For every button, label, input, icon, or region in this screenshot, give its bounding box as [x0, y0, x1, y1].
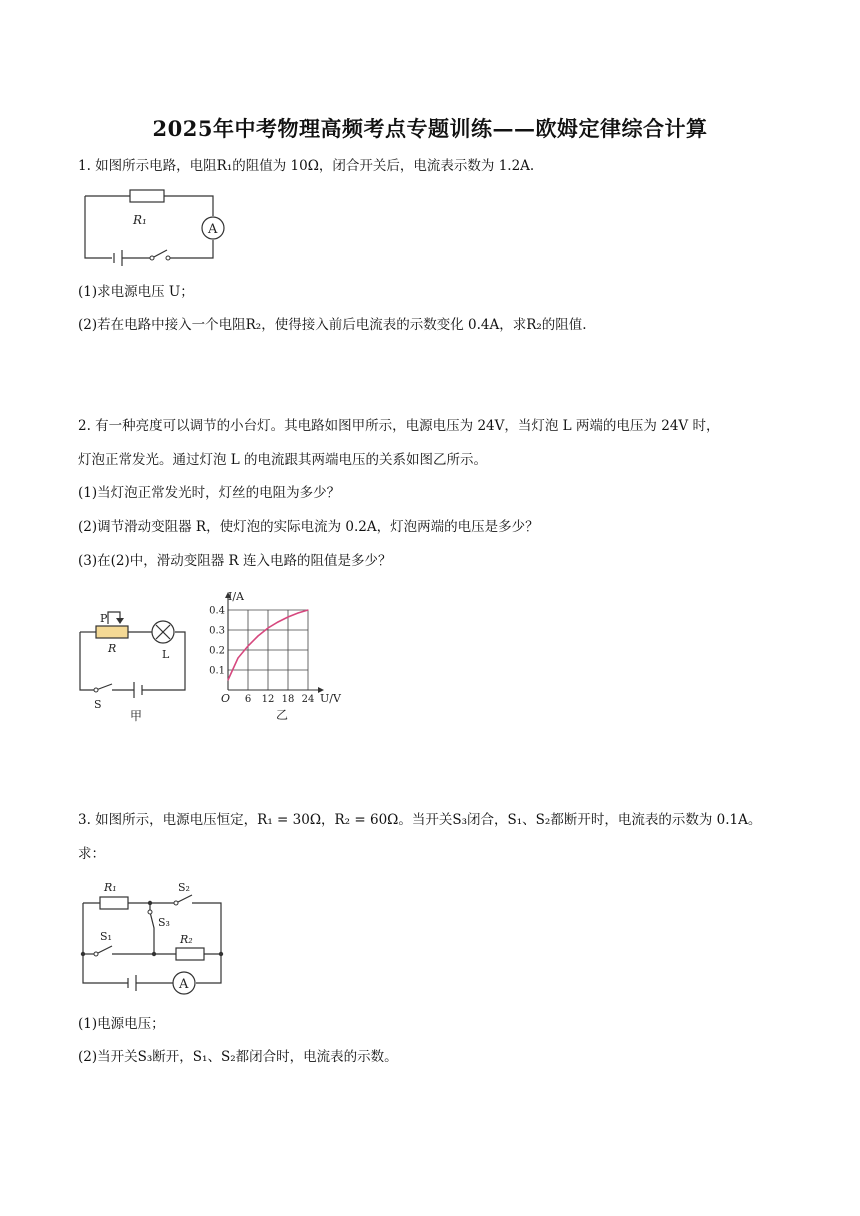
x-tick-label-1: 12 [261, 694, 275, 705]
q3-sub2: (2)当开关S₃断开，S₁、S₂都闭合时，电流表的示数。 [78, 1049, 398, 1065]
iu-curve-point-7 [297, 612, 298, 613]
x-tick-label-2: 18 [281, 694, 295, 705]
q2-switch-label: S [94, 698, 102, 711]
q1-r1-label: R₁ [133, 213, 147, 227]
x-tick-label-3: 24 [301, 694, 315, 705]
chart-y-axis-label: I/A [228, 590, 244, 603]
q2-caption-b: 乙 [276, 708, 289, 722]
q2-sub1: (1)当灯泡正常发光时，灯丝的电阻为多少？ [78, 485, 341, 501]
q2-sub2: (2)调节滑动变阻器 R，使灯泡的实际电流为 0.2A，灯泡两端的电压是多少？ [78, 519, 539, 535]
iu-chart-plot [209, 592, 324, 705]
iu-curve-point-5 [277, 621, 278, 622]
q3-s1-label: S₁ [100, 930, 112, 943]
chart-x-axis-label: U/V [320, 692, 341, 705]
y-tick-label-0: 0.1 [209, 665, 225, 677]
q2-stem-line2: 灯泡正常发光。通过灯泡 L 的电流跟其两端电压的关系如图乙所示。 [78, 452, 488, 468]
q3-stem-line1: 3. 如图所示，电源电压恒定，R₁ = 30Ω，R₂ = 60Ω。当开关S₃闭合，S₁、S₂都断开时，电流表的示数为 0.1A。 [78, 812, 762, 828]
x-tick-label-0: 6 [244, 694, 252, 705]
q2-iu-graph [200, 586, 350, 726]
iu-curve-point-1 [237, 657, 238, 658]
q1-sub2: (2)若在电路中接入一个电阻R₂，使得接入前后电流表的示数变化 0.4A，求R₂的阻值. [78, 317, 587, 333]
y-tick-label-3: 0.4 [209, 605, 225, 617]
q2-rheostat-label: R [108, 642, 117, 655]
q2-slider-p-label: P [100, 612, 108, 625]
q3-r2-label: R₂ [180, 933, 193, 946]
q3-stem-line2: 求： [78, 846, 105, 862]
q2-caption-a: 甲 [130, 709, 143, 723]
chart-origin-label: O [221, 692, 231, 705]
iu-curve-point-8 [307, 609, 308, 610]
q2-sub3: (3)在(2)中，滑动变阻器 R 连入电路的阻值是多少？ [78, 553, 392, 569]
iu-curve-point-0 [227, 679, 228, 680]
q1-stem: 1. 如图所示电路，电阻R₁的阻值为 10Ω，闭合开关后，电流表示数为 1.2A. [78, 158, 535, 174]
q3-r1-label: R₁ [104, 881, 117, 894]
q1-sub1: (1)求电源电压 U； [78, 284, 194, 300]
iu-curve-point-6 [287, 616, 288, 617]
q3-sub1: (1)电源电压； [78, 1016, 165, 1032]
y-tick-label-2: 0.3 [209, 625, 225, 637]
q1-circuit-diagram [78, 188, 228, 268]
q1-ammeter-label: A [208, 222, 218, 237]
q2-circuit-diagram-a [78, 600, 198, 730]
q2-lamp-label: L [162, 648, 170, 661]
q3-ammeter-label: A [179, 977, 189, 992]
document-title: 2025年中考物理高频考点专题训练——欧姆定律综合计算 [152, 116, 708, 141]
q3-s3-label: S₃ [158, 916, 170, 929]
iu-curve-point-2 [247, 645, 248, 646]
q2-stem-line1: 2. 有一种亮度可以调节的小台灯。其电路如图甲所示，电源电压为 24V，当灯泡 L 两端的电压为 24V 时， [78, 418, 720, 434]
iu-curve-point-3 [257, 635, 258, 636]
q3-s2-label: S₂ [178, 881, 190, 894]
iu-curve-point-4 [267, 627, 268, 628]
y-tick-label-1: 0.2 [209, 645, 225, 657]
q3-circuit-diagram [78, 876, 228, 996]
